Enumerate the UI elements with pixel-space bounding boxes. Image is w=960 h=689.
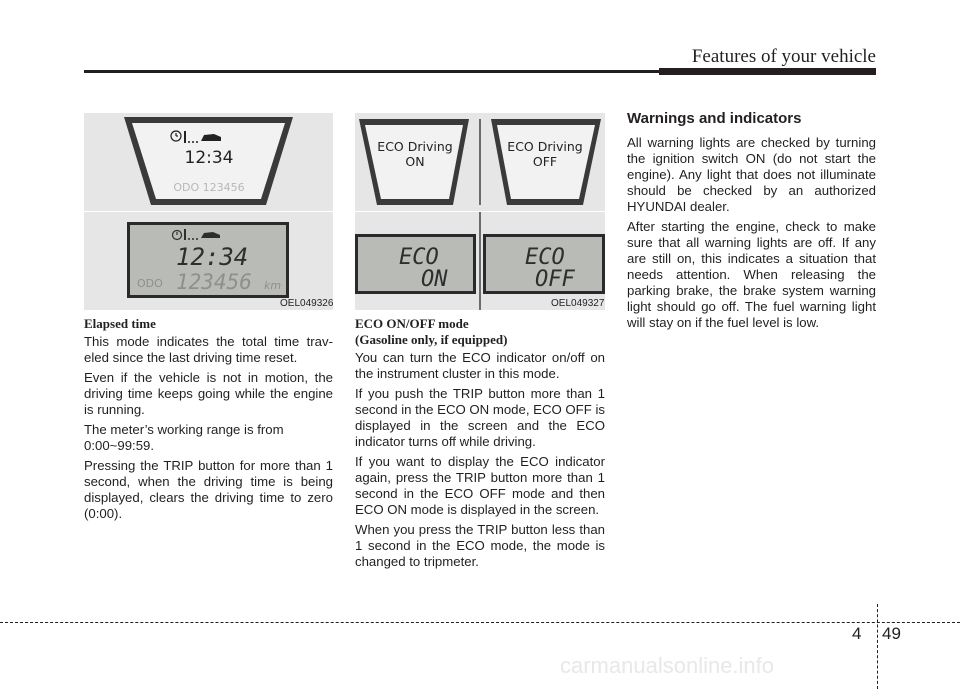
lcd-odo-label: ODO (137, 277, 163, 290)
lcd-unit: km (264, 279, 282, 292)
column-elapsed-time (84, 316, 333, 526)
eco-on-line1: ECO Driving (377, 139, 453, 154)
section-heading: ECO ON/OFF mode (355, 316, 469, 331)
lcd-odo: 123456 (176, 270, 252, 294)
eco-off-line1: ECO Driving (507, 139, 583, 154)
footer-divider (877, 604, 878, 689)
paragraph: This mode indicates the total time trav- eled since the last driving time reset. (84, 334, 333, 365)
page-section-number: 4 (852, 624, 862, 643)
trip-display-illustration (84, 113, 333, 211)
lcd-eco-off-line1: ECO (525, 245, 565, 270)
eco-display-illustration (355, 113, 605, 211)
paragraph: If you want to display the ECO indicator again, press the TRIP button more than 1 second in the ECO OFF mode and then ECO ON mode is displayed in the screen. (355, 454, 605, 517)
eco-lcd-illustration (355, 212, 605, 310)
section-heading: Elapsed time (84, 316, 156, 331)
lcd-eco-on-line2: ON (421, 267, 448, 292)
watermark: carmanualsonline.info (560, 653, 775, 678)
lcd-display-illustration (84, 212, 333, 310)
paragraph: If you push the TRIP button more than 1 second in the ECO ON mode, ECO OFF is displayed in the screen and the ECO indicator turns off while driving. (355, 386, 605, 449)
figure-eco-mode (355, 113, 605, 310)
figure-elapsed-time (84, 113, 333, 310)
paragraph: After starting the engine, check to make sure that all warning lights are off. If any are still on, this indicates a situation that needs attention. When releasing the parking brake, the brake system warning light should go off. The fuel warning light will stay on if the fuel level is low. (627, 219, 876, 330)
lcd-eco-on-line1: ECO (399, 245, 439, 270)
lcd-eco-off-line2: OFF (535, 267, 575, 292)
eco-off-line2: OFF (532, 154, 558, 169)
paragraph: You can turn the ECO indicator on/off on the instrument cluster in this mode. (355, 350, 605, 381)
section-subheading: (Gasoline only, if equipped) (355, 332, 508, 347)
column-eco-mode (355, 316, 605, 574)
eco-on-line2: ON (405, 154, 425, 169)
paragraph: When you press the TRIP button less than 1 second in the ECO mode, the mode is changed to tripmeter. (355, 522, 605, 569)
paragraph: Pressing the TRIP button for more than 1 second, when the driving time is being displayed, clears the driving time to zero (0:00). (84, 458, 333, 521)
header-bar (659, 68, 876, 75)
top-display-odo: ODO 123456 (173, 181, 245, 194)
paragraph: All warning lights are checked by turning the ignition switch ON (do not start the engine). Any light that does not illuminate should be checked by an authorized HYUNDAI dealer. (627, 135, 876, 214)
page-number: 49 (882, 624, 901, 643)
lcd-time: 12:34 (176, 243, 249, 271)
section-heading: Warnings and indicators (627, 110, 802, 127)
figure-code-left: OEL049326 (280, 298, 334, 309)
paragraph: The meter’s working range is from 0:00~99:59. (84, 422, 284, 453)
header-title: Features of your vehicle (691, 46, 876, 67)
figure-code-right: OEL049327 (551, 298, 605, 309)
column-warnings (627, 111, 876, 335)
footer-rule (0, 622, 960, 623)
top-display-time: 12:34 (184, 148, 234, 168)
paragraph: Even if the vehicle is not in motion, the driving time keeps going while the engine is running. (84, 370, 333, 417)
